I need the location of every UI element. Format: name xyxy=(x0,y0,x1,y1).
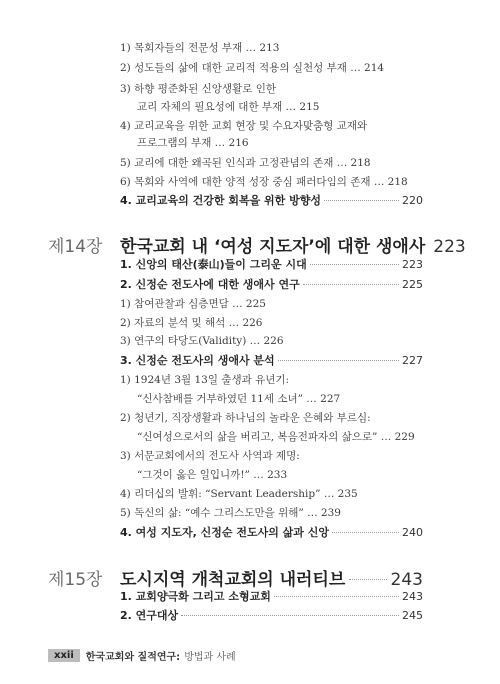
toc-subitem[interactable]: 2) 청년기, 직장생활과 하나님의 놀라운 은혜와 부르심: xyxy=(120,412,371,424)
book-subtitle: 방법과 사례 xyxy=(184,652,236,663)
toc-section-entry[interactable] xyxy=(120,352,423,368)
page-number: 223 xyxy=(402,258,423,271)
section-title: 2. 신정순 전도사에 대한 생애사 연구 xyxy=(120,278,300,291)
toc-subitem[interactable]: 3) 서문교회에서의 전도사 사역과 제명: xyxy=(120,450,300,462)
dot-leader xyxy=(278,360,399,361)
toc-subitem[interactable]: 1) 참여관찰과 심층면담 … 225 xyxy=(120,298,266,310)
toc-subitem-cont[interactable]: “신여성으로서의 삶을 버리고, 복음전파자의 삶으로” … 229 xyxy=(137,431,415,443)
page-number: 245 xyxy=(402,609,423,622)
toc-section-entry[interactable] xyxy=(120,524,423,540)
page-number: 223 xyxy=(433,237,466,257)
book-title: 한국교회와 질적연구: xyxy=(85,652,181,663)
toc-subitem[interactable]: 5) 독신의 삶: “예수 그리스도만을 위해” … 239 xyxy=(120,507,341,519)
toc-section-entry[interactable] xyxy=(120,607,423,623)
page-number: 243 xyxy=(390,570,423,590)
dot-leader xyxy=(310,264,399,265)
toc-section-entry[interactable] xyxy=(120,256,423,272)
chapter-title: 도시지역 개척교회의 내러티브 xyxy=(120,570,346,590)
toc-subitem-cont[interactable]: “그것이 옳은 일입니까!” … 233 xyxy=(137,469,288,481)
page-number: 243 xyxy=(402,590,423,603)
section-title: 4. 여성 지도자, 신정순 전도사의 삶과 신앙 xyxy=(120,526,330,539)
page-number: 220 xyxy=(402,194,423,207)
toc-subitem[interactable]: 4) 리더십의 발휘: “Servant Leadership” … 235 xyxy=(120,488,358,500)
section-title: 2. 연구대상 xyxy=(120,609,179,622)
toc-subitem[interactable]: 3) 하향 평준화된 신앙생활로 인한 xyxy=(120,83,276,95)
toc-subitem-cont[interactable]: 프로그램의 부재 … 216 xyxy=(137,137,249,149)
dot-leader xyxy=(349,579,386,580)
toc-subitem[interactable]: 2) 자료의 분석 및 해석 … 226 xyxy=(120,317,263,329)
section-title: 1. 신앙의 태산(泰山)들이 그리운 시대 xyxy=(120,258,307,271)
page-footer xyxy=(48,648,236,663)
dot-leader xyxy=(332,532,399,533)
toc-subitem[interactable]: 6) 목회와 사역에 대한 양적 성장 중심 패러다임의 존재 … 218 xyxy=(120,176,408,188)
page-number-badge: xxii xyxy=(48,649,80,662)
toc-subitem[interactable]: 2) 성도들의 삶에 대한 교리적 적용의 실천성 부재 … 214 xyxy=(120,62,385,74)
toc-subitem[interactable]: 4) 교리교육을 위한 교회 현장 및 수요자맞춤형 교재와 xyxy=(120,120,368,132)
toc-section-entry[interactable] xyxy=(120,588,423,604)
page-number: 225 xyxy=(402,278,423,291)
toc-chapter-15[interactable] xyxy=(48,565,423,590)
toc-subitem-cont[interactable]: “신사참배를 거부하였던 11세 소녀” … 227 xyxy=(137,393,341,405)
page-number: 240 xyxy=(402,526,423,539)
dot-leader xyxy=(181,615,399,616)
toc-section-entry[interactable] xyxy=(120,192,423,208)
dot-leader xyxy=(324,200,399,201)
dot-leader xyxy=(274,596,399,597)
chapter-number: 제14장 xyxy=(48,237,103,257)
toc-chapter-14[interactable] xyxy=(48,232,466,257)
toc-subitem[interactable]: 1) 1924년 3월 13일 출생과 유년기: xyxy=(120,374,290,386)
toc-subitem[interactable]: 1) 목회자들의 전문성 부재 … 213 xyxy=(120,42,280,54)
page-number: 227 xyxy=(402,354,423,367)
toc-section-entry[interactable] xyxy=(120,276,423,292)
section-title: 4. 교리교육의 건강한 회복을 위한 방향성 xyxy=(120,194,321,207)
toc-subitem-cont[interactable]: 교리 자체의 필요성에 대한 부재 … 215 xyxy=(137,101,320,113)
chapter-title: 한국교회 내 ‘여성 지도자’에 대한 생애사 xyxy=(120,237,426,257)
section-title: 1. 교회양극화 그리고 소형교회 xyxy=(120,590,271,603)
chapter-number: 제15장 xyxy=(48,570,103,590)
section-title: 3. 신정순 전도사의 생애사 분석 xyxy=(120,354,275,367)
toc-subitem[interactable]: 5) 교리에 대한 왜곡된 인식과 고정관념의 존재 … 218 xyxy=(120,157,371,169)
toc-subitem[interactable]: 3) 연구의 타당도(Validity) … 226 xyxy=(120,335,284,347)
dot-leader xyxy=(303,284,399,285)
